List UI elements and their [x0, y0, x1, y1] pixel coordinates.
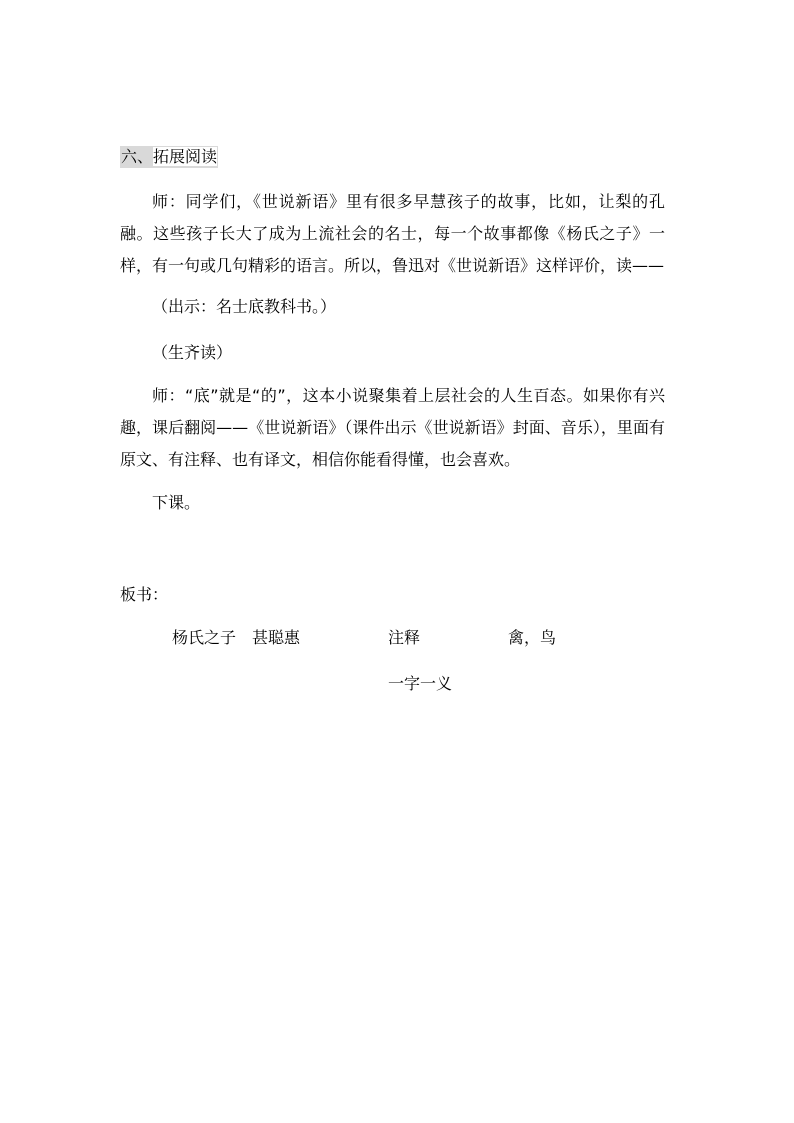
- show-slide-note: （出示：名士底教科书。）: [152, 297, 337, 316]
- section-heading-number: 六、: [121, 147, 154, 166]
- teacher-paragraph-1: 师：同学们，《世说新语》里有很多早慧孩子的故事，比如，让梨的孔融。这些孩子长大了成为上流社会的名士，每一个故事都像《杨氏之子》一样，有一句或几句精彩的语言。所以，鲁迅对《世说新语》这样评价，读——: [120, 192, 665, 275]
- class-dismissed-line: 下课。: [152, 493, 201, 512]
- blackboard-item-notes: 注释: [388, 628, 421, 647]
- blackboard-item-phrase: 甚聪惠: [252, 628, 301, 647]
- blackboard-item-principle: 一字一义: [388, 674, 453, 693]
- blackboard-label: 板书：: [120, 585, 169, 604]
- blackboard-item-word: 禽，鸟: [508, 628, 557, 647]
- section-heading: [120, 146, 218, 168]
- students-read-note: （生齐读）: [152, 343, 233, 362]
- section-heading-title: 拓展阅读: [153, 147, 218, 166]
- teacher-paragraph-2: 师：“底”就是“的”，这本小说聚集着上层社会的人生百态。如果你有兴趣，课后翻阅——《世说新语》（课件出示《世说新语》封面、音乐），里面有原文、有注释、也有译文，相信你能看得懂，也会喜欢。: [120, 386, 665, 469]
- blackboard-item-title: 杨氏之子: [172, 628, 237, 647]
